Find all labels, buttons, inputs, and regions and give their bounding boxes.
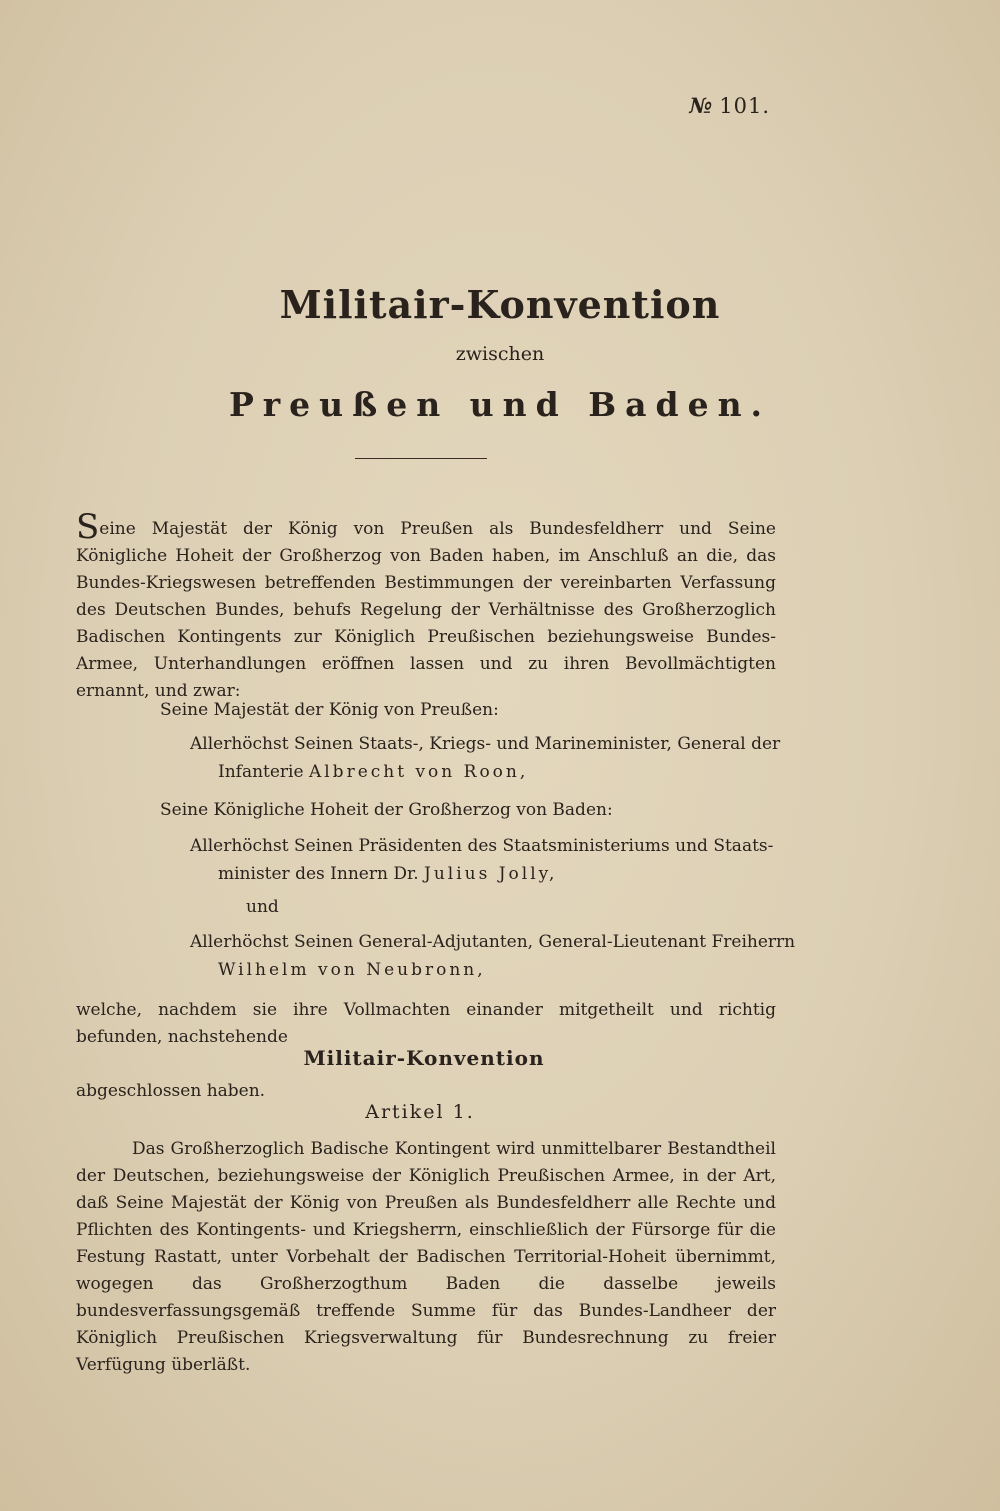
prussia-plenipotentiary-name: Albrecht von Roon, <box>308 762 529 782</box>
closing-line-2: abgeschlossen haben. <box>76 1081 266 1101</box>
page-number <box>689 93 770 118</box>
article-paragraph <box>76 1136 776 1379</box>
intro-text: eine Majestät der König von Preußen als Bundesfeldherr und Seine Königliche Hoheit der Großherzog von Baden haben, im Anschluß an die, das Bundes-Kriegswesen betreffenden Bestimmungen der vereinbarten Verfassung des Deutschen Bundes, behufs Regelung der Verhältnisse des Großherzoglich Badischen Kontingents zur Königlich Preußischen beziehungsweise Bundes-Armee, Unterhandlungen eröffnen lassen und zu ihren Bevollmächtigten ernannt, und zwar: <box>76 519 776 701</box>
article-text: Das Großherzoglich Badische Kontingent wird unmittelbarer Bestandtheil der Deutschen, beziehungsweise der Königlich Preußischen Armee, in der Art, daß Seine Majestät der König von Preußen als Bundesfeldherr alle Rechte und Pflichten des Kontingents- und Kriegsherrn, einschließlich der Fürsorge für die Festung Rastatt, unter Vorbehalt der Badischen Territorial-Hoheit übernimmt, wogegen das Großherzogthum Baden die dasselbe jeweils bundesverfassungsgemäß treffende Summe für das Bundes-Landheer der Königlich Preußischen Kriegsverwaltung für Bundesrechnung zu freier Verfügung überläßt. <box>76 1139 776 1375</box>
prussia-line-1: Allerhöchst Seinen Staats-, Kriegs- und Marineminister, General der <box>190 734 781 754</box>
document-title: Militair-Konvention <box>279 282 721 327</box>
title-divider <box>355 458 487 459</box>
intro-paragraph <box>76 507 776 705</box>
baden-plenipotentiary-name-1: Julius Jolly, <box>424 864 558 884</box>
baden-heading: Seine Königliche Hoheit der Großherzog von Baden: <box>160 800 613 820</box>
between-word: zwischen <box>455 343 545 365</box>
intro-dropcap: S <box>76 507 100 547</box>
baden-line-2-prefix: minister des Innern Dr. <box>218 864 425 884</box>
baden-line-3: Allerhöchst Seinen General-Adjutanten, General-Lieutenant Freiherrn <box>190 932 796 952</box>
prussia-heading: Seine Majestät der König von Preußen: <box>160 700 499 720</box>
baden-line-1: Allerhöchst Seinen Präsidenten des Staatsministeriums und Staats- <box>190 836 774 856</box>
baden-line-4 <box>218 957 486 984</box>
page-number-sign: № <box>689 93 714 118</box>
article-heading: Artikel 1. <box>365 1101 475 1123</box>
baden-plenipotentiary-name-2: Wilhelm von Neubronn, <box>218 960 486 980</box>
baden-line-2 <box>218 861 557 888</box>
prussia-line-2 <box>218 759 528 786</box>
convention-heading: Militair-Konvention <box>303 1046 545 1070</box>
parties-heading: Preußen und Baden. <box>228 385 772 424</box>
closing-line-1: welche, nachdem sie ihre Vollmachten einander mitgetheilt und richtig befunden, nachstehende <box>76 1000 776 1047</box>
prussia-line-2-prefix: Infanterie <box>218 762 309 782</box>
bleed-through-texture <box>60 140 940 420</box>
page-number-value: 101. <box>719 94 770 118</box>
conjunction-und: und <box>246 897 279 917</box>
